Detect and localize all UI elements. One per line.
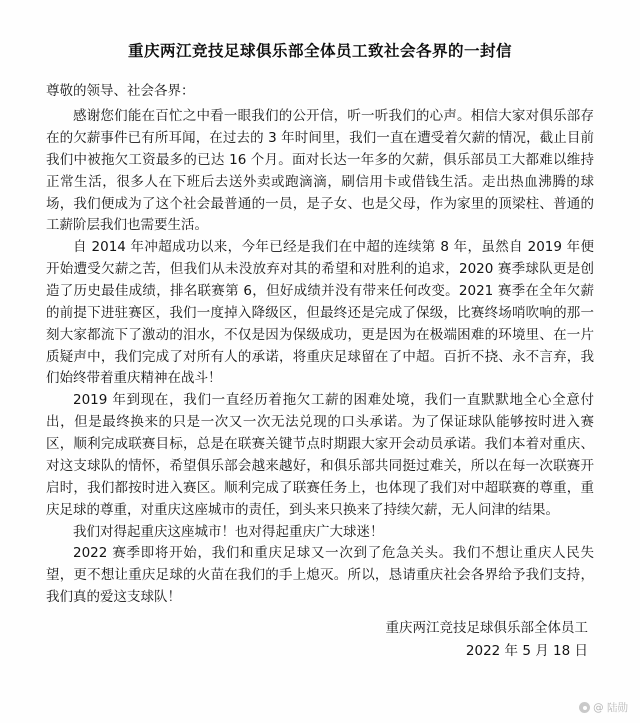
letter-paragraph: 2022 赛季即将开始，我们和重庆足球又一次到了危急关头。我们不想让重庆人民失望，更不想让重庆足球的火苗在我们的手上熄灭。所以，恳请重庆社会各界给予我们支持，我们真的爱这支球队！	[46, 545, 594, 606]
letter-paragraph: 感谢您们能在百忙之中看一眼我们的公开信，听一听我们的心声。相信大家对俱乐部存在的欠薪事件已有所耳闻，在过去的 3 年时间里，我们一直在遭受着欠薪的情况，截止目前我们中被拖欠工资最多的已达 16 个月。面对长达一年多的欠薪，俱乐部员工大都难以维持正常生活，很多人在下班后去送外卖或跑滴滴，刷信用卡或借钱生活。走出热血沸腾的球场，我们便成为了这个社会最普通的一员，是子女、也是父母，作为家里的顶梁柱、普通的工薪阶层我们也需要生活。	[46, 108, 594, 234]
signature-block	[46, 617, 594, 663]
letter-paragraph: 2019 年到现在，我们一直经历着拖欠工薪的困难处境，我们一直默默地全心全意付出，但是最终换来的只是一次又一次无法兑现的口头承诺。为了保证球队能够按时进入赛区，顺利完成联赛目标，总是在联赛关键节点时期跟大家开会动员承诺。我们本着对重庆、对这支球队的情怀，希望俱乐部会越来越好，和俱乐部共同挺过难关，所以在每一次联赛开启时，我们都按时进入赛区。顺利完成了联赛任务上，也体现了我们对中超联赛的尊重，重庆足球的尊重，对重庆这座城市的责任，到头来只换来了持续欠薪，无人问津的结果。	[46, 392, 594, 518]
signature-date: 2022 年 5 月 18 日	[465, 642, 588, 659]
letter-paragraph: 自 2014 年冲超成功以来，今年已经是我们在中超的连续第 8 年，虽然自 2019 年便开始遭受欠薪之苦，但我们从未没放弃对其的希望和对胜利的追求，2020 赛季球队更是创造了历史最佳成绩，排名联赛第 6，但好成绩并没有带来任何改变。2021 赛季在全年欠薪的前提下进驻赛区，我们一度掉入降级区，但最终还是完成了保级，比赛终场哨吹响的那一刻大家都流下了激动的泪水，不仅是因为保级成功，更是因为在极端困难的环境里、在一片质疑声中，我们完成了对所有人的承诺，将重庆足球留在了中超。百折不挠、永不言弃，我们始终带着重庆精神在战斗！	[46, 239, 594, 387]
signature-name: 重庆两江竞技足球俱乐部全体员工	[385, 619, 588, 636]
salutation: 尊敬的领导、社会各界：	[46, 83, 195, 100]
weibo-eye-icon	[579, 702, 590, 713]
watermark-label: @ 陆勋	[593, 702, 628, 714]
watermark	[579, 700, 628, 715]
page-title: 重庆两江竞技足球俱乐部全体员工致社会各界的一封信	[127, 42, 512, 60]
letter-paragraph: 我们对得起重庆这座城市！也对得起重庆广大球迷！	[73, 523, 384, 540]
